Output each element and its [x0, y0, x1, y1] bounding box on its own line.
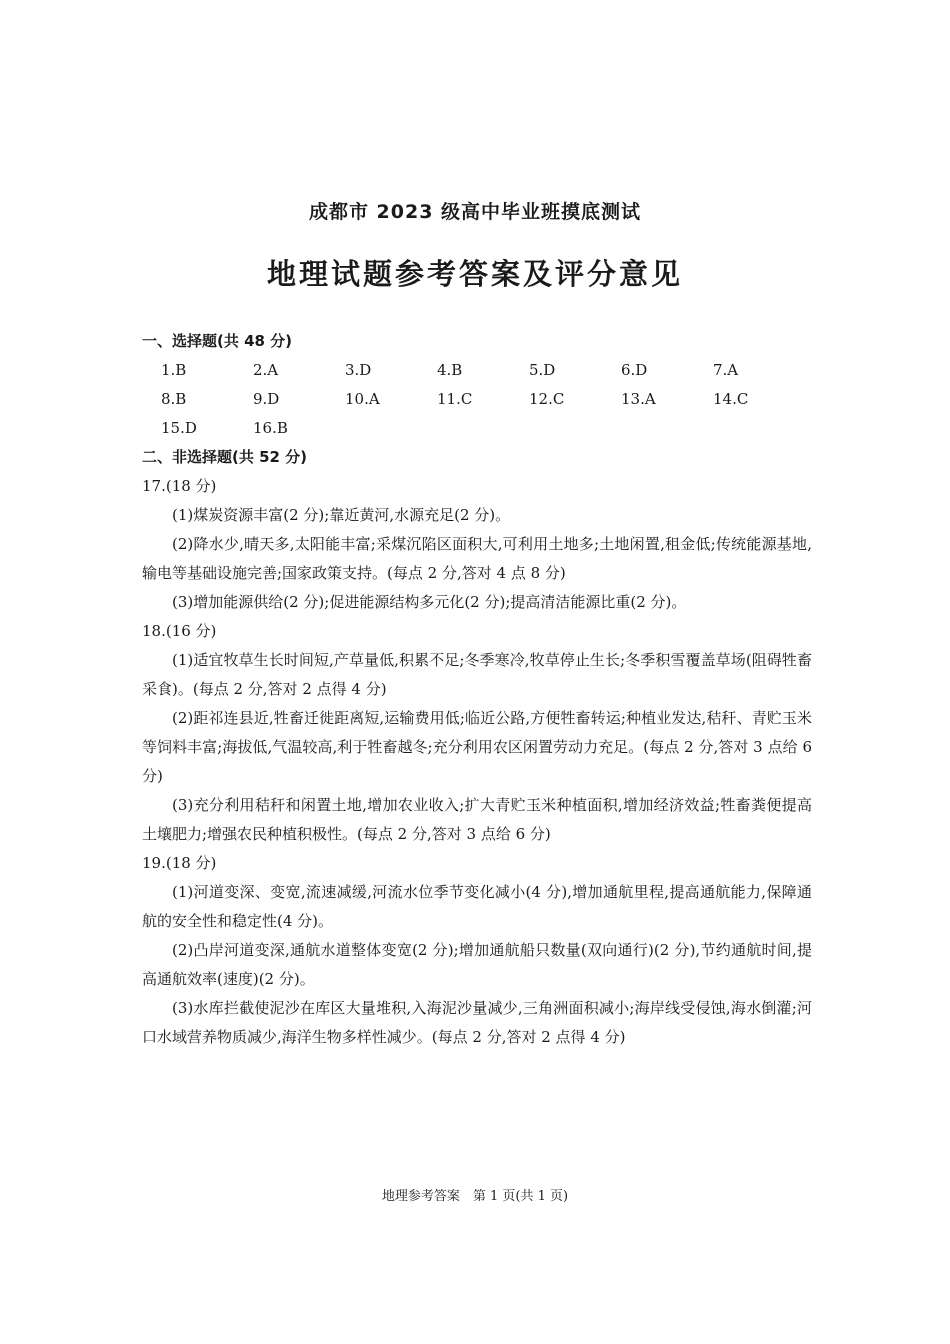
choice-row-2	[142, 385, 812, 414]
question-19-heading: 19.(18 分)	[142, 854, 217, 872]
choice-answer: 14.C	[713, 390, 749, 408]
choice-answer: 8.B	[161, 390, 187, 408]
choice-answer: 13.A	[621, 390, 656, 408]
choice-row-3	[142, 414, 812, 443]
exam-title: 成都市 2023 级高中毕业班摸底测试	[308, 201, 642, 223]
question-18-part-3: (3)充分利用秸秆和闲置土地,增加农业收入;扩大青贮玉米种植面积,增加经济效益;牲畜粪便提高土壤肥力;增强农民种植积极性。(每点 2 分,答对 3 点给 6 分)	[142, 796, 812, 843]
choice-answer: 1.B	[161, 361, 187, 379]
choice-row-1	[142, 356, 812, 385]
choice-answer: 11.C	[437, 390, 473, 408]
answer-body	[142, 327, 812, 1052]
choice-answer: 12.C	[529, 390, 565, 408]
choice-answer: 2.A	[253, 361, 279, 379]
question-17-part-3: (3)增加能源供给(2 分);促进能源结构多元化(2 分);提高清洁能源比重(2 分)。	[172, 593, 687, 611]
choice-answer: 15.D	[161, 419, 197, 437]
choice-answer: 7.A	[713, 361, 739, 379]
section-heading-nonchoice: 二、非选择题(共 52 分)	[142, 448, 308, 466]
choice-answer: 10.A	[345, 390, 380, 408]
question-19-part-1: (1)河道变深、变宽,流速减缓,河流水位季节变化减小(4 分),增加通航里程,提高通航能力,保障通航的安全性和稳定性(4 分)。	[142, 883, 812, 930]
document-title: 地理试题参考答案及评分意见	[266, 257, 683, 291]
question-18-part-2: (2)距祁连县近,牲畜迁徙距离短,运输费用低;临近公路,方便牲畜转运;种植业发达,秸秆、青贮玉米等饲料丰富;海拔低,气温较高,利于牲畜越冬;充分利用农区闲置劳动力充足。(每点 2 分,答对 3 点给 6 分)	[142, 709, 812, 785]
question-17-part-1: (1)煤炭资源丰富(2 分);靠近黄河,水源充足(2 分)。	[172, 506, 511, 524]
question-19-part-3: (3)水库拦截使泥沙在库区大量堆积,入海泥沙量减少,三角洲面积减小;海岸线受侵蚀,海水倒灌;河口水域营养物质减少,海洋生物多样性减少。(每点 2 分,答对 2 点得 4 分)	[142, 999, 812, 1046]
question-17-part-2: (2)降水少,晴天多,太阳能丰富;采煤沉陷区面积大,可利用土地多;土地闲置,租金低;传统能源基地,输电等基础设施完善;国家政策支持。(每点 2 分,答对 4 点 8 分)	[142, 535, 812, 582]
choice-answer: 3.D	[345, 361, 372, 379]
question-18-part-1: (1)适宜牧草生长时间短,产草量低,积累不足;冬季寒冷,牧草停止生长;冬季积雪覆盖草场(阻碍牲畜采食)。(每点 2 分,答对 2 点得 4 分)	[142, 651, 812, 698]
question-17-heading: 17.(18 分)	[142, 477, 217, 495]
section-heading-choice: 一、选择题(共 48 分)	[142, 332, 293, 350]
choice-answer: 16.B	[253, 419, 288, 437]
question-18-heading: 18.(16 分)	[142, 622, 217, 640]
page-footer: 地理参考答案 第 1 页(共 1 页)	[381, 1189, 569, 1204]
question-19-part-2: (2)凸岸河道变深,通航水道整体变宽(2 分);增加通航船只数量(双向通行)(2 分),节约通航时间,提高通航效率(速度)(2 分)。	[142, 941, 812, 988]
choice-answer: 9.D	[253, 390, 280, 408]
choice-answer: 4.B	[437, 361, 463, 379]
choice-answer: 6.D	[621, 361, 648, 379]
choice-answer: 5.D	[529, 361, 556, 379]
